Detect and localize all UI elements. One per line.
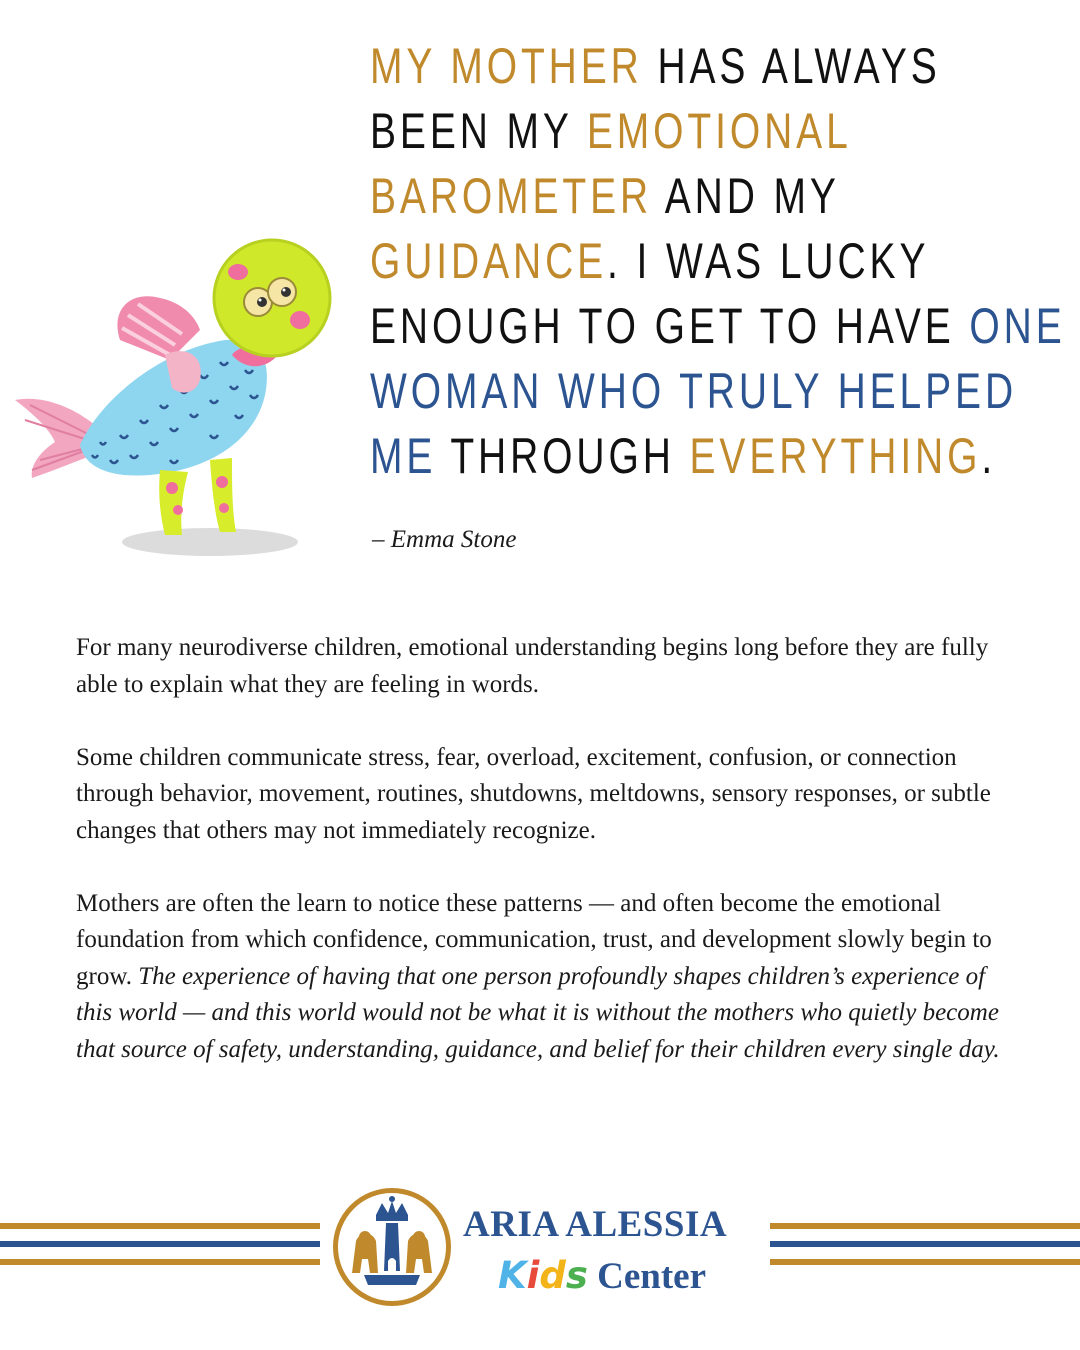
quote-segment: ENOUGH TO GET TO HAVE (370, 298, 970, 354)
paragraph-3-italic: The experience of having that one person profoundly shapes children’s experience of this world — and this world would not be what it is without the mothers who quietly become that source of safety, understanding, guidance, and belief for their children every single day. (76, 962, 1000, 1063)
quote-author: – Emma Stone (372, 526, 517, 553)
quote-segment: AND MY (652, 168, 840, 224)
quote-segment: EVERYTHING (689, 428, 982, 484)
quote-line (370, 229, 930, 294)
quote-segment: WOMAN WHO TRULY HELPED (370, 363, 1018, 419)
quote-segment: BAROMETER (370, 168, 653, 224)
kids-letter-s: s (565, 1254, 588, 1297)
footer-stripe-gold-bottom-right (770, 1259, 1080, 1265)
quote-line (370, 359, 1018, 424)
quote-segment: THROUGH (436, 428, 690, 484)
brand-kids-word (498, 1256, 597, 1297)
footer-stripe-gold-top-left (0, 1223, 320, 1229)
quote-segment: ONE (969, 298, 1066, 354)
kids-letter-k: K (498, 1254, 527, 1297)
quote-segment: EMOTIONAL (586, 103, 852, 159)
paragraph-1: For many neurodiverse children, emotional understanding begins long before they are fully able to explain what they are feeling in words. (76, 634, 989, 698)
paragraph-2: Some children communicate stress, fear, overload, excitement, confusion, or connection through behavior, movement, routines, shutdowns, meltdowns, sensory responses, or subtle changes that others may not immediately recognize. (76, 743, 991, 844)
quote-line (370, 99, 908, 164)
brand-center-word: Center (597, 1256, 707, 1297)
kids-letter-i: i (526, 1254, 540, 1297)
paragraph-3 (76, 886, 1026, 1069)
quote-segment: HAS ALWAYS (642, 38, 941, 94)
quote-segment: ME (370, 428, 437, 484)
quote-line (370, 294, 1066, 359)
quote-line (370, 34, 941, 99)
fish-character-illustration (10, 220, 340, 570)
quote-line (370, 424, 997, 489)
article-body (76, 630, 1026, 1105)
paragraph-3-regular: Mothers are often the learn to notice these patterns — and often become the emotional foundation from which confidence, communication, trust, and development slowly begin to grow. (76, 889, 992, 990)
brand-subtitle (498, 1254, 706, 1298)
brand-logo (333, 1188, 451, 1306)
kids-letter-d: d (539, 1254, 566, 1297)
footer-stripe-gold-top-right (770, 1223, 1080, 1229)
footer-stripe-gold-bottom-left (0, 1259, 320, 1265)
footer-stripe-blue-left (0, 1241, 320, 1247)
crown-lions-crest-icon (338, 1193, 446, 1301)
footer-stripe-blue-right (770, 1241, 1080, 1247)
quote-segment: GUIDANCE (370, 233, 608, 289)
quote-segment: . I WAS LUCKY (607, 233, 930, 289)
quote-segment: . (981, 428, 997, 484)
quote-line (370, 164, 908, 229)
quote-segment: MY MOTHER (370, 38, 643, 94)
quote-text (370, 34, 1066, 489)
quote-segment: BEEN MY (370, 103, 587, 159)
brand-name: ARIA ALESSIA (463, 1204, 728, 1245)
